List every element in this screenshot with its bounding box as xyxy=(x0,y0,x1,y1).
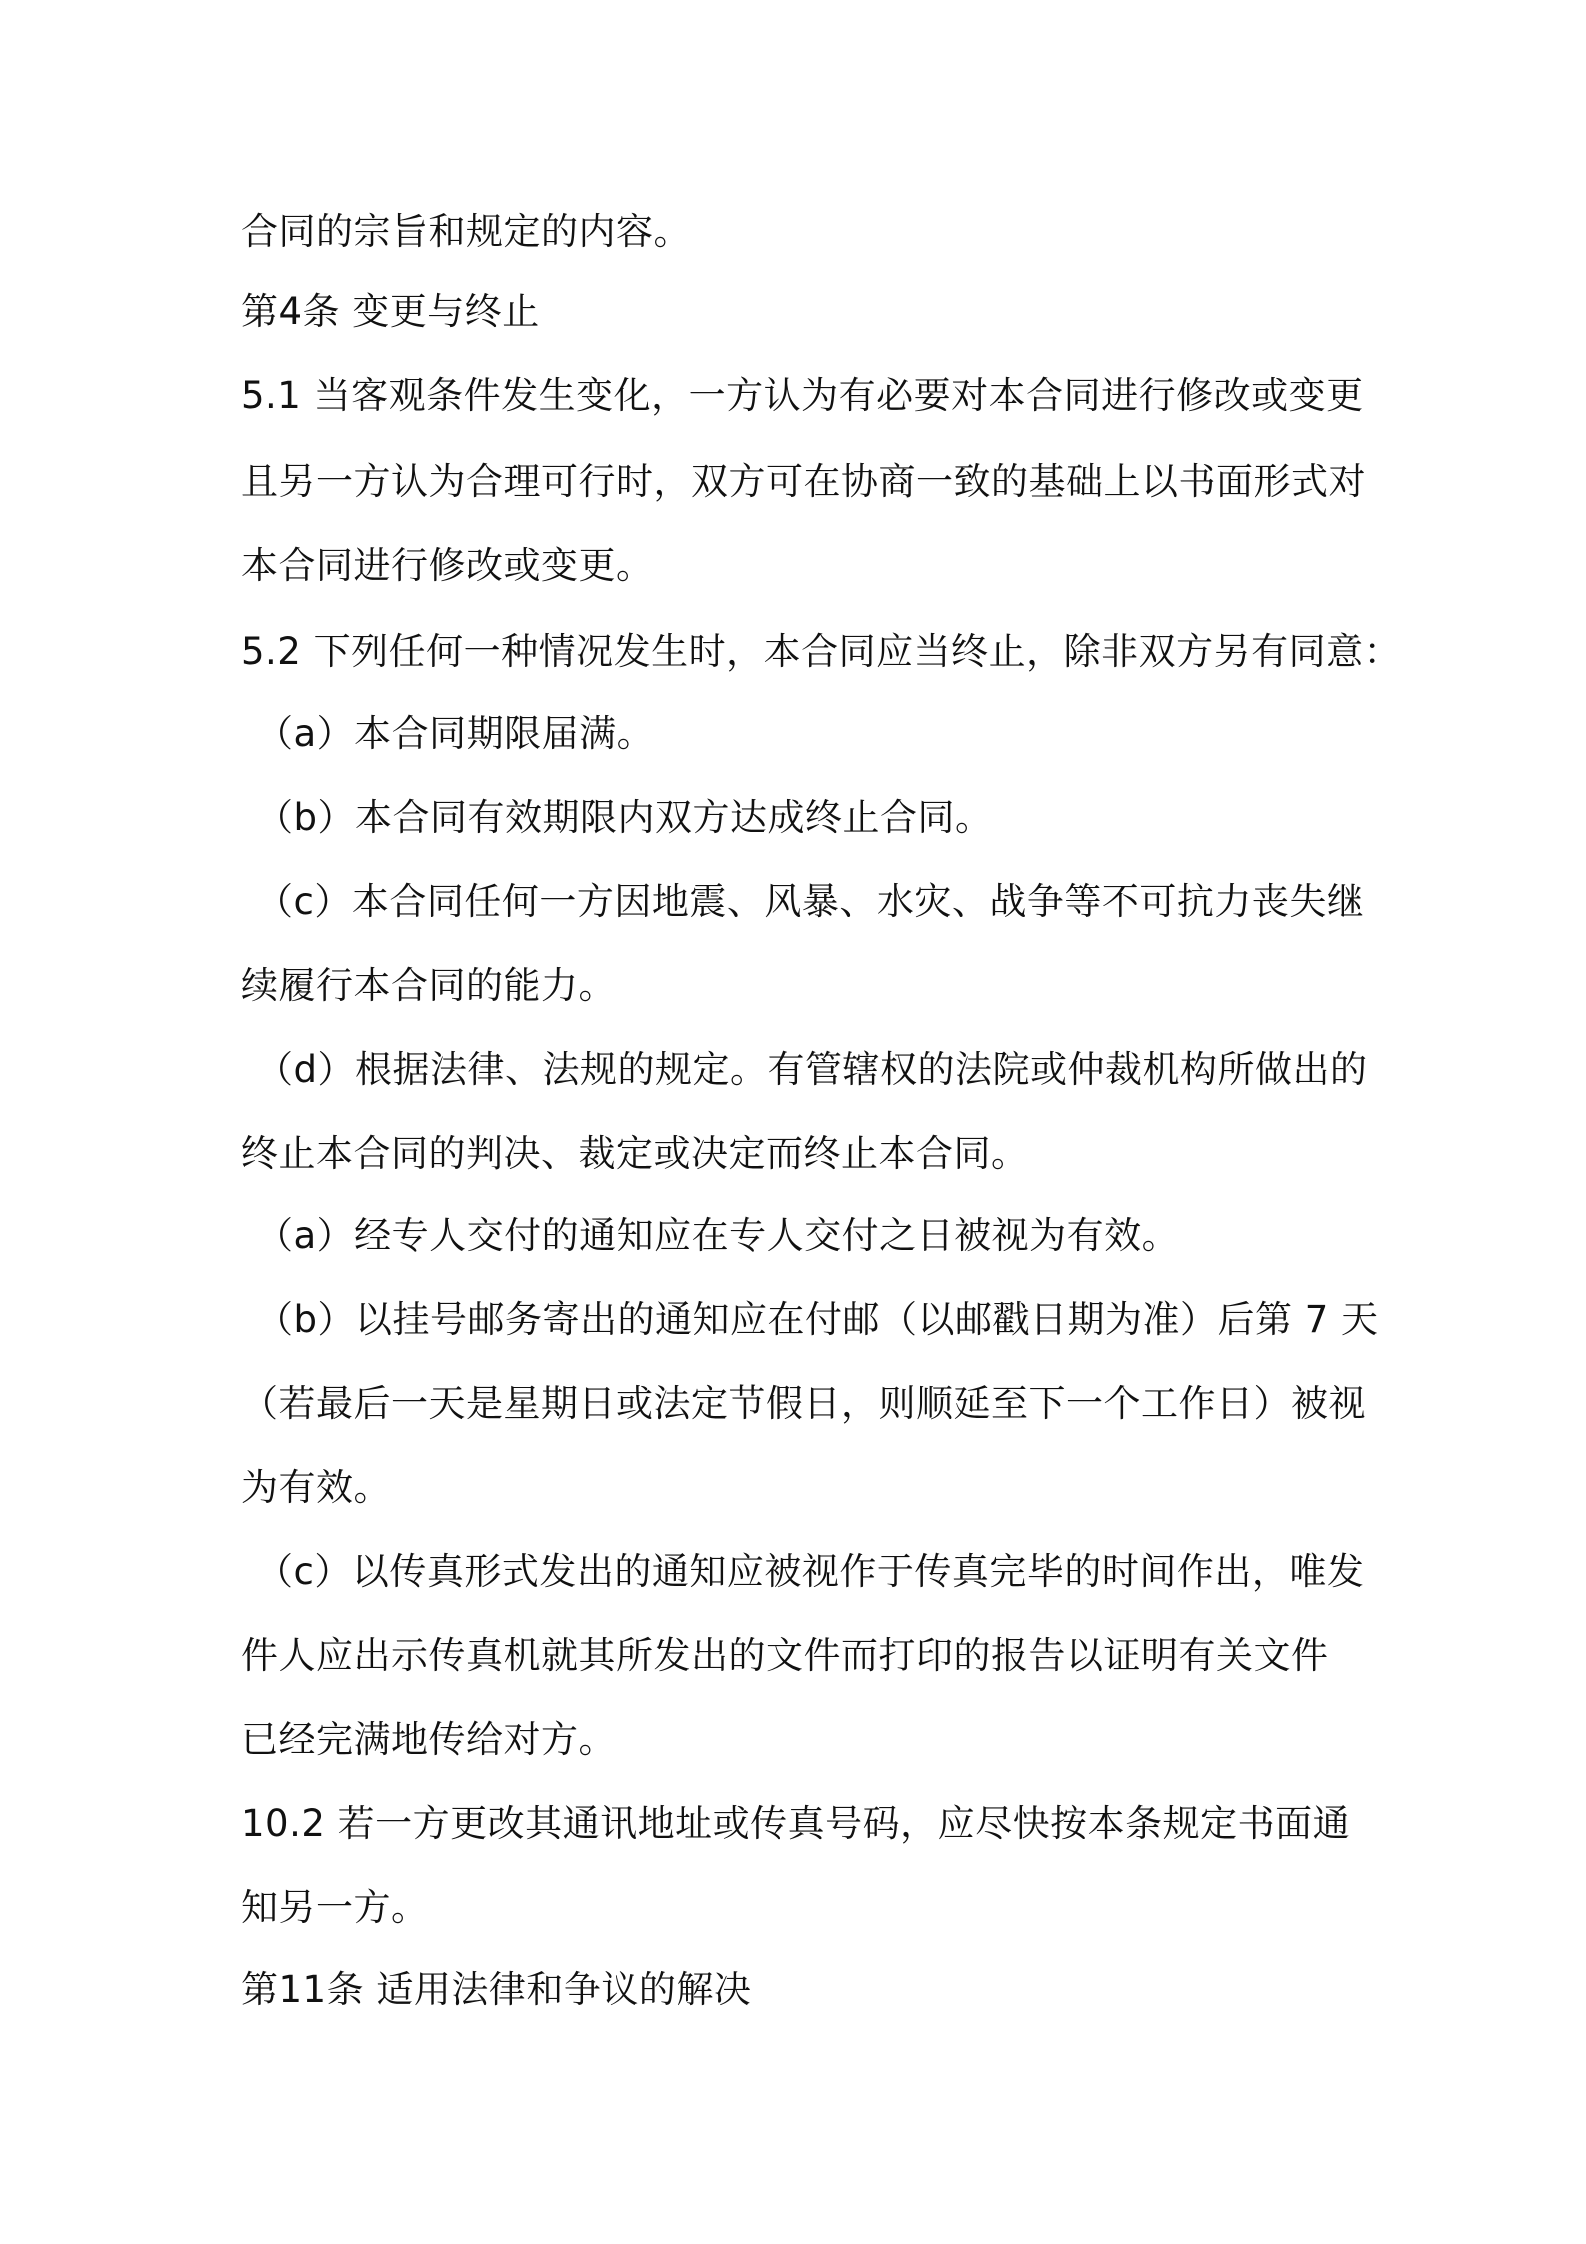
body-text-line: 为有效。 xyxy=(241,1466,391,1509)
list-item: （d）根据法律、法规的规定。有管辖权的法院或仲裁机构所做出的 xyxy=(256,1048,1368,1091)
list-item: （b）本合同有效期限内双方达成终止合同。 xyxy=(256,796,993,839)
body-text-line: 已经完满地传给对方。 xyxy=(241,1718,616,1761)
body-text-line: 知另一方。 xyxy=(241,1886,429,1929)
body-text-line: 合同的宗旨和规定的内容。 xyxy=(241,210,691,253)
clause-5-1: 5.1 当客观条件发生变化，一方认为有必要对本合同进行修改或变更 xyxy=(241,374,1364,417)
list-item: （c）本合同任何一方因地震、风暴、水灾、战争等不可抗力丧失继 xyxy=(256,880,1365,923)
list-item: （a）经专人交付的通知应在专人交付之日被视为有效。 xyxy=(256,1214,1180,1257)
list-item: （a）本合同期限届满。 xyxy=(256,712,655,755)
clause-10-2: 10.2 若一方更改其通讯地址或传真号码，应尽快按本条规定书面通 xyxy=(241,1802,1351,1845)
clause-5-2: 5.2 下列任何一种情况发生时，本合同应当终止，除非双方另有同意： xyxy=(241,630,1402,673)
list-item: （c）以传真形式发出的通知应被视作于传真完毕的时间作出，唯发 xyxy=(256,1550,1365,1593)
body-text-line: 续履行本合同的能力。 xyxy=(241,964,616,1007)
body-text-line: 且另一方认为合理可行时，双方可在协商一致的基础上以书面形式对 xyxy=(241,460,1366,503)
body-text-line: 终止本合同的判决、裁定或决定而终止本合同。 xyxy=(241,1132,1029,1175)
body-text-line: （若最后一天是星期日或法定节假日，则顺延至下一个工作日）被视 xyxy=(241,1382,1366,1425)
list-item: （b）以挂号邮务寄出的通知应在付邮（以邮戳日期为准）后第 7 天 xyxy=(256,1298,1379,1341)
section-heading: 第4条 变更与终止 xyxy=(241,290,540,333)
body-text-line: 本合同进行修改或变更。 xyxy=(241,544,654,587)
section-heading: 第11条 适用法律和争议的解决 xyxy=(241,1968,752,2011)
body-text-line: 件人应出示传真机就其所发出的文件而打印的报告以证明有关文件 xyxy=(241,1634,1329,1677)
